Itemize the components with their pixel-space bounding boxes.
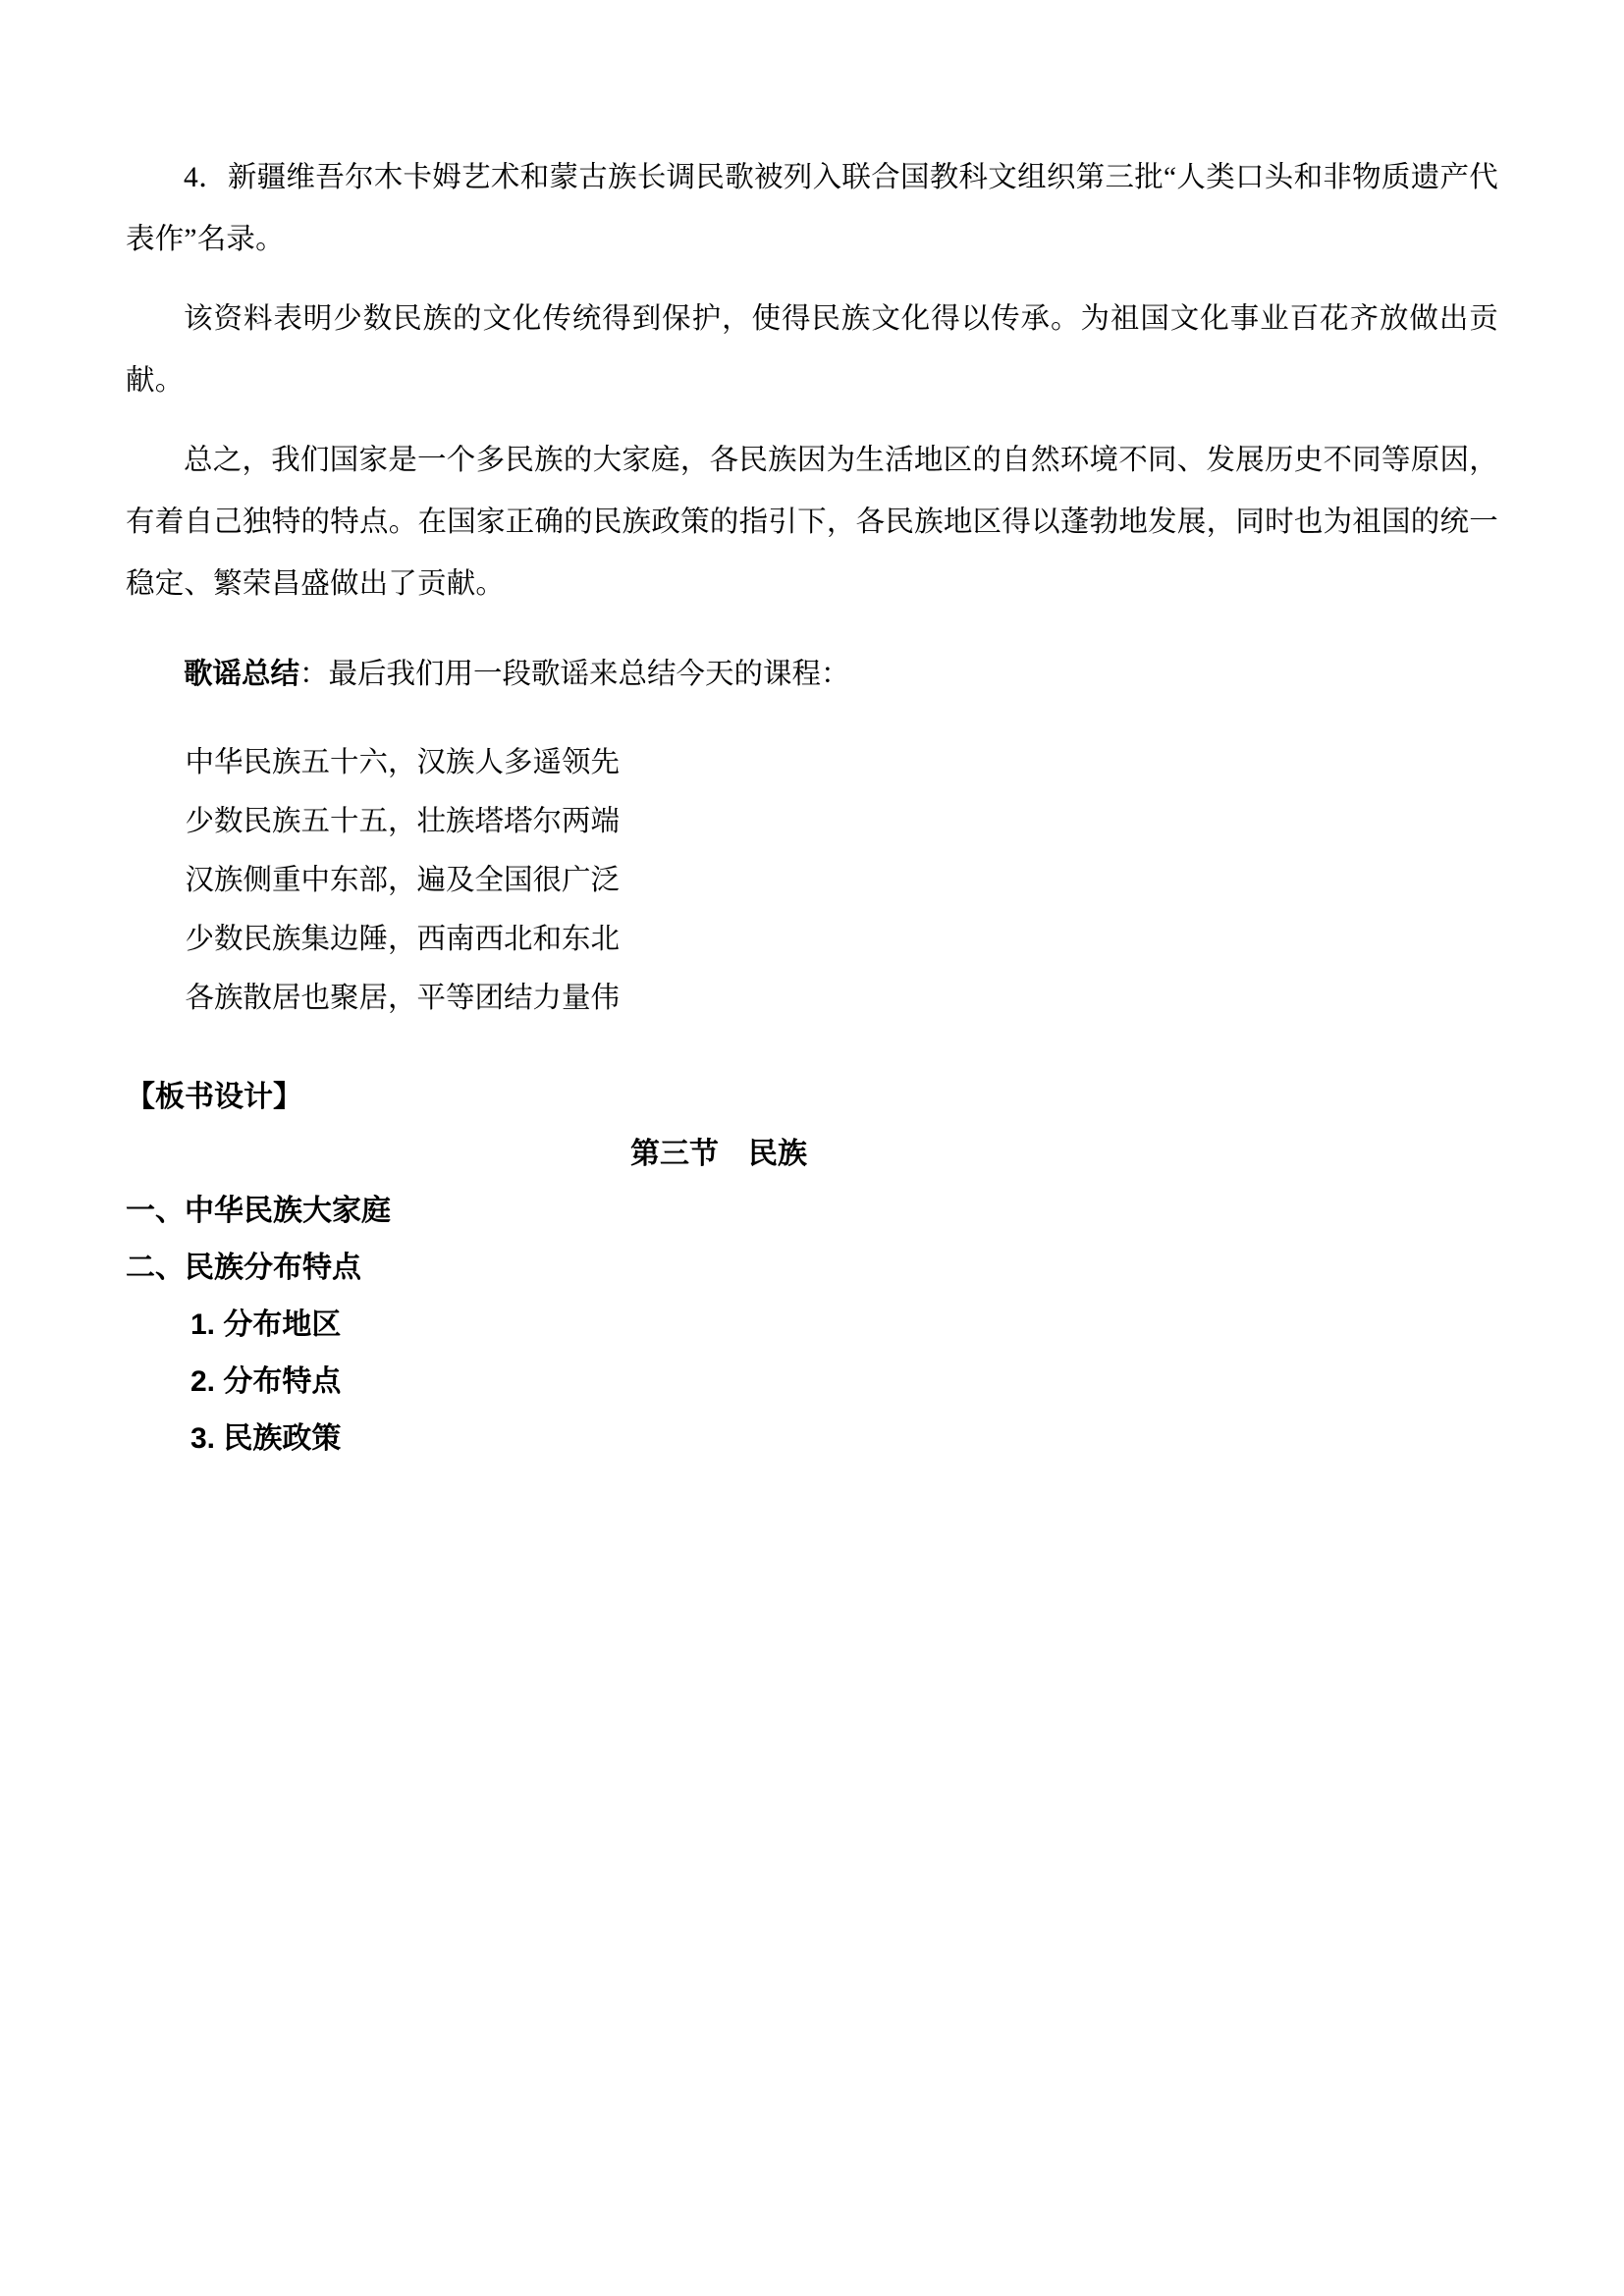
verse-line: 少数民族五十五，壮族塔塔尔两端 bbox=[185, 806, 620, 837]
board-design-heading: 【板书设计】 bbox=[126, 1081, 302, 1113]
summary-label: 歌谣总结 bbox=[184, 658, 300, 690]
spacer bbox=[126, 271, 1498, 289]
document-body bbox=[126, 147, 1498, 1468]
summary-intro bbox=[126, 645, 1498, 704]
outline-item-2-2: 2. 分布特点 bbox=[190, 1365, 342, 1398]
verse-block bbox=[126, 733, 1498, 1028]
verse-line: 各族散居也聚居，平等团结力量伟 bbox=[185, 983, 620, 1014]
verse-line: 中华民族五十六，汉族人多遥领先 bbox=[185, 747, 620, 778]
outline-item-2-3: 3. 民族政策 bbox=[190, 1422, 342, 1455]
board-design-section bbox=[126, 1069, 1498, 1468]
paragraph-unesco-list: 4．新疆维吾尔木卡姆艺术和蒙古族长调民歌被列入联合国教科文组织第三批“人类口头和非物质遗产代表作”名录。 bbox=[126, 162, 1498, 255]
outline-item-2: 二、民族分布特点 bbox=[126, 1252, 361, 1284]
summary-text: ：最后我们用一段歌谣来总结今天的课程： bbox=[299, 659, 850, 690]
paragraph-conclusion: 总之，我们国家是一个多民族的大家庭，各民族因为生活地区的自然环境不同、发展历史不同等原因，有着自己独特的特点。在国家正确的民族政策的指引下，各民族地区得以蓬勃地发展，同时也为祖国的统一稳定、繁荣昌盛做出了贡献。 bbox=[126, 445, 1498, 600]
spacer bbox=[126, 412, 1498, 430]
board-lesson-title: 第三节 民族 bbox=[630, 1138, 807, 1170]
outline-item-1: 一、中华民族大家庭 bbox=[126, 1195, 391, 1227]
paragraph-culture-protection: 该资料表明少数民族的文化传统得到保护，使得民族文化得以传承。为祖国文化事业百花齐放做出贡献。 bbox=[126, 303, 1498, 397]
spacer bbox=[126, 1028, 1498, 1069]
verse-line: 少数民族集边陲，西南西北和东北 bbox=[185, 924, 620, 955]
spacer bbox=[126, 615, 1498, 645]
verse-line: 汉族侧重中东部，遍及全国很广泛 bbox=[185, 865, 620, 896]
outline-item-2-1: 1. 分布地区 bbox=[190, 1308, 342, 1341]
spacer bbox=[126, 704, 1498, 733]
